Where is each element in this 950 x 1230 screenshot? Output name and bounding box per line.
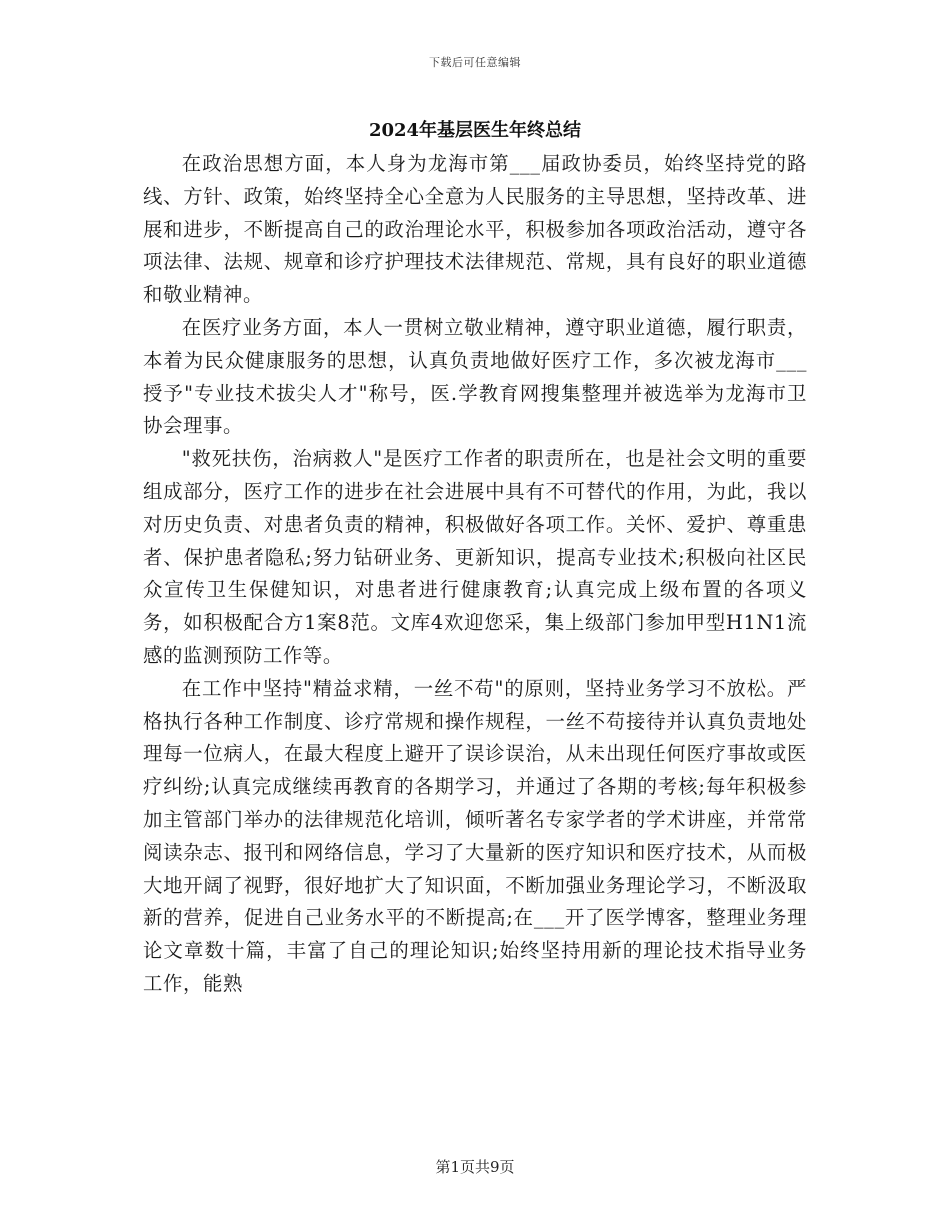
document-title: 2024年基层医生年终总结 xyxy=(368,120,582,141)
document-body xyxy=(143,148,807,1001)
paragraph-duty: "救死扶伤，治病救人"是医疗工作者的职责所在，也是社会文明的重要组成部分，医疗工作的进步在社会进展中具有不可替代的作用，为此，我以对历史负责、对患者负责的精神，积极做好各项工作。关怀、爱护、尊重患者、保护患者隐私;努力钻研业务、更新知识，提高专业技术;积极向社区民众宣传卫生保健知识，对患者进行健康教育;认真完成上级布置的各项义务，如积极配合方1案8范。文库4欢迎您采，集上级部门参加甲型H1N1流感的监测预防工作等。 xyxy=(143,447,807,667)
paragraph-political: 在政治思想方面，本人身为龙海市第___届政协委员，始终坚持党的路线、方针、政策，始终坚持全心全意为人民服务的主导思想，坚持改革、进展和进步，不断提高自己的政治理论水平，积极参加各项政治活动，遵守各项法律、法规、规章和诊疗护理技术法律规范、常规，具有良好的职业道德和敬业精神。 xyxy=(143,152,807,307)
paragraph-study: 在工作中坚持"精益求精，一丝不苟"的原则，坚持业务学习不放松。严格执行各种工作制度、诊疗常规和操作规程，一丝不苟接待并认真负责地处理每一位病人，在最大程度上避开了误诊误治，从未出现任何医疗事故或医疗纠纷;认真完成继续再教育的各期学习，并通过了各期的考核;每年积极参加主管部门举办的法律规范化培训，倾听著名专家学者的学术讲座，并常常阅读杂志、报刊和网络信息，学习了大量新的医疗知识和医疗技术，从而极大地开阔了视野，很好地扩大了知识面，不断加强业务理论学习，不断汲取新的营养，促进自己业务水平的不断提高;在___开了医学博客，整理业务理论文章数十篇，丰富了自己的理论知识;始终坚持用新的理论技术指导业务工作，能熟 xyxy=(143,676,807,995)
page-number: 第1页共9页 xyxy=(435,1158,515,1176)
page-header-note: 下载后可任意编辑 xyxy=(429,56,521,69)
paragraph-medical-work: 在医疗业务方面，本人一贯树立敬业精神，遵守职业道德，履行职责，本着为民众健康服务的思想，认真负责地做好医疗工作，多次被龙海市___授予"专业技术拔尖人才"称号，医.学教育网搜集整理并被选举为龙海市卫协会理事。 xyxy=(143,315,807,438)
